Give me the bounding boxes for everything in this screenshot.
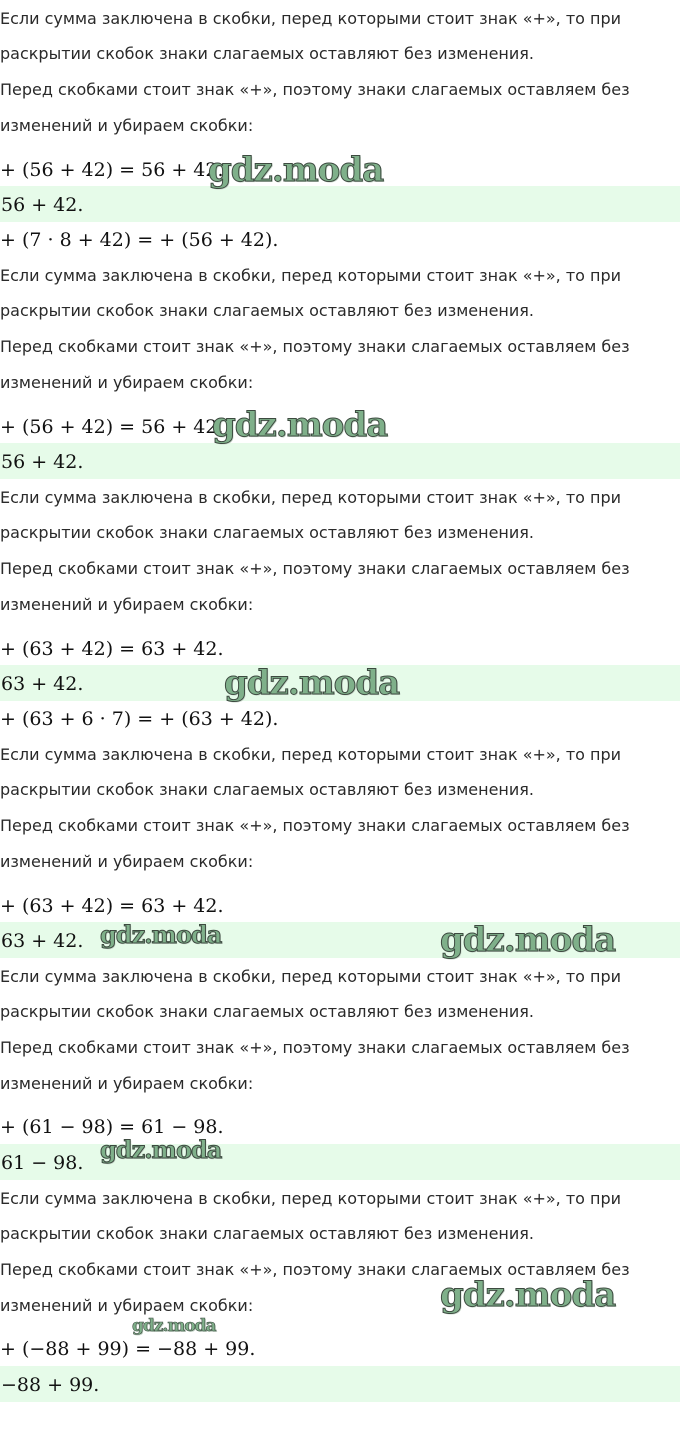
rule-text-line: раскрытии скобок знаки слагаемых оставляют без изменения. <box>0 780 534 799</box>
explanation-text-line: изменений и убираем скобки: <box>0 1296 254 1315</box>
explanation-text-line: изменений и убираем скобки: <box>0 116 254 135</box>
answer-row <box>0 1366 680 1402</box>
rule-text-line: Если сумма заключена в скобки, перед которыми стоит знак «+», то при <box>0 1189 622 1208</box>
rule-text-line: раскрытии скобок знаки слагаемых оставляют без изменения. <box>0 1224 534 1243</box>
gdz-moda-watermark: gdz.moda <box>440 920 616 960</box>
rule-text-line: раскрытии скобок знаки слагаемых оставляют без изменения. <box>0 301 534 320</box>
gdz-moda-watermark: gdz.moda <box>208 150 384 190</box>
rule-text-line: Если сумма заключена в скобки, перед которыми стоит знак «+», то при <box>0 9 622 28</box>
answer-row <box>0 443 680 479</box>
explanation-text-line: Перед скобками стоит знак «+», поэтому знаки слагаемых оставляем без <box>0 80 630 99</box>
rule-text-line: Если сумма заключена в скобки, перед которыми стоит знак «+», то при <box>0 266 622 285</box>
gdz-moda-watermark: gdz.moda <box>224 663 400 703</box>
equation: + (63 + 42) = 63 + 42. <box>0 638 224 660</box>
equation: + (61 − 98) = 61 − 98. <box>0 1116 224 1138</box>
answer-value: 56 + 42. <box>1 194 84 216</box>
answer-row <box>0 186 680 222</box>
equation: + (56 + 42) = 56 + 42. <box>0 416 224 438</box>
gdz-moda-watermark: gdz.moda <box>440 1275 616 1315</box>
rule-text-line: Если сумма заключена в скобки, перед которыми стоит знак «+», то при <box>0 967 622 986</box>
equation: + (−88 + 99) = −88 + 99. <box>0 1338 256 1360</box>
explanation-text-line: Перед скобками стоит знак «+», поэтому знаки слагаемых оставляем без <box>0 559 630 578</box>
explanation-text-line: изменений и убираем скобки: <box>0 595 254 614</box>
answer-value: 61 − 98. <box>1 1152 84 1174</box>
explanation-text-line: Перед скобками стоит знак «+», поэтому знаки слагаемых оставляем без <box>0 816 630 835</box>
explanation-text-line: Перед скобками стоит знак «+», поэтому знаки слагаемых оставляем без <box>0 337 630 356</box>
answer-value: 63 + 42. <box>1 930 84 952</box>
equation: + (56 + 42) = 56 + 42. <box>0 159 224 181</box>
explanation-text-line: изменений и убираем скобки: <box>0 1074 254 1093</box>
rule-text-line: Если сумма заключена в скобки, перед которыми стоит знак «+», то при <box>0 488 622 507</box>
answer-row <box>0 922 680 958</box>
explanation-text-line: изменений и убираем скобки: <box>0 852 254 871</box>
answer-row <box>0 1144 680 1180</box>
rule-text-line: раскрытии скобок знаки слагаемых оставляют без изменения. <box>0 44 534 63</box>
rule-text-line: раскрытии скобок знаки слагаемых оставляют без изменения. <box>0 523 534 542</box>
gdz-moda-watermark: gdz.moda <box>100 1135 222 1164</box>
equation: + (63 + 42) = 63 + 42. <box>0 895 224 917</box>
gdz-moda-watermark: gdz.moda <box>132 1316 216 1336</box>
answer-row <box>0 665 680 701</box>
explanation-text-line: изменений и убираем скобки: <box>0 373 254 392</box>
rule-text-line: Если сумма заключена в скобки, перед которыми стоит знак «+», то при <box>0 745 622 764</box>
answer-value: 56 + 42. <box>1 451 84 473</box>
explanation-text-line: Перед скобками стоит знак «+», поэтому знаки слагаемых оставляем без <box>0 1260 630 1279</box>
gdz-moda-watermark: gdz.moda <box>212 405 388 445</box>
gdz-moda-watermark: gdz.moda <box>100 920 222 949</box>
equation-next: + (63 + 6 · 7) = + (63 + 42). <box>0 708 279 730</box>
answer-value: −88 + 99. <box>1 1374 100 1396</box>
answer-value: 63 + 42. <box>1 673 84 695</box>
equation-next: + (7 · 8 + 42) = + (56 + 42). <box>0 229 279 251</box>
rule-text-line: раскрытии скобок знаки слагаемых оставляют без изменения. <box>0 1002 534 1021</box>
explanation-text-line: Перед скобками стоит знак «+», поэтому знаки слагаемых оставляем без <box>0 1038 630 1057</box>
